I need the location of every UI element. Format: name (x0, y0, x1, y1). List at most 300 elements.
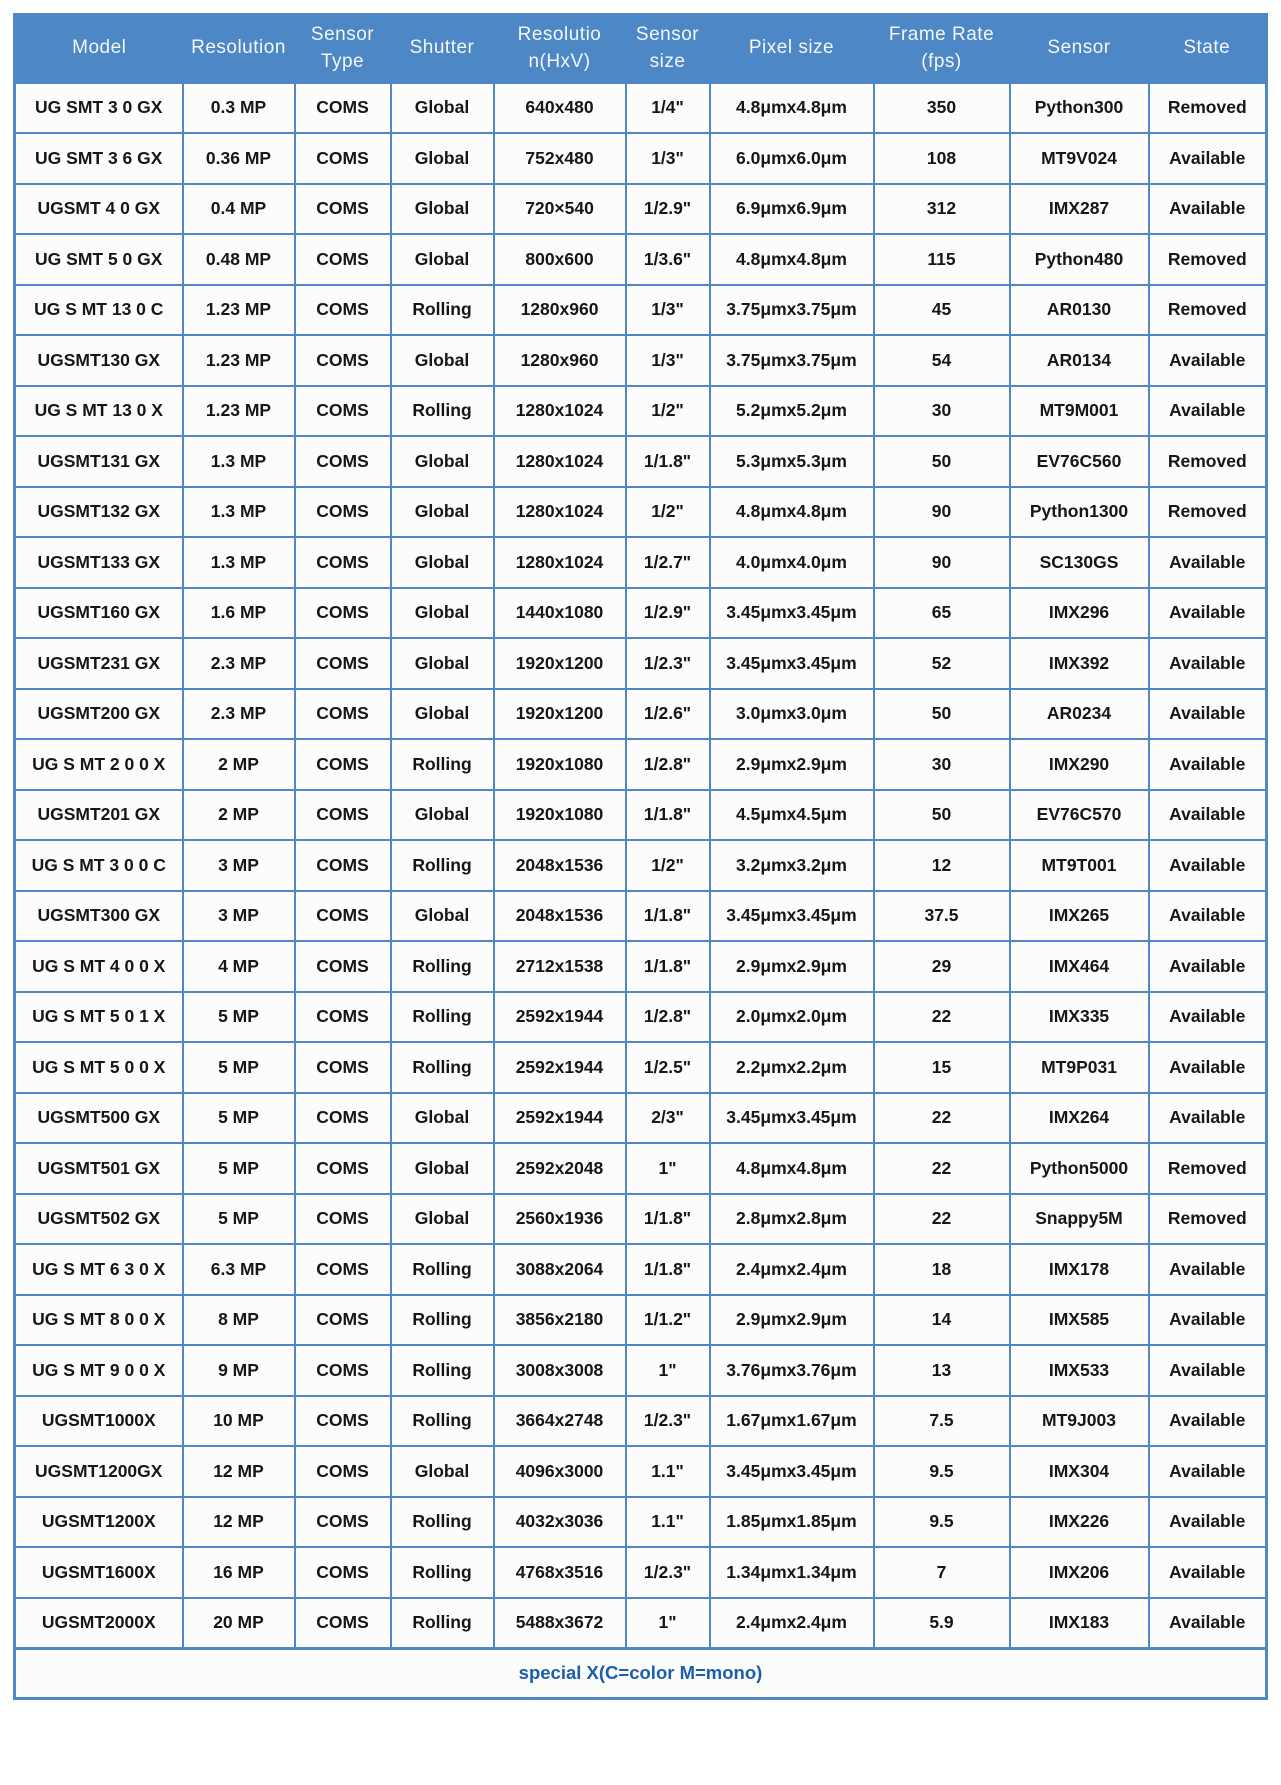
cell-sensor: Python5000 (1010, 1143, 1149, 1194)
cell-state: Available (1149, 739, 1267, 790)
cell-sensor-size: 1/3" (626, 335, 710, 386)
cell-pixel-size: 3.45μmx3.45μm (710, 1093, 874, 1144)
camera-spec-table-container (13, 13, 1268, 1700)
cell-pixel-size: 4.0μmx4.0μm (710, 537, 874, 588)
cell-frame-rate: 350 (874, 83, 1010, 134)
cell-shutter: Global (391, 1143, 494, 1194)
cell-frame-rate: 50 (874, 689, 1010, 740)
cell-sensor: IMX287 (1010, 184, 1149, 235)
cell-sensor-type: COMS (295, 1547, 391, 1598)
cell-sensor-size: 1.1" (626, 1446, 710, 1497)
cell-resolution: 0.36 MP (183, 133, 295, 184)
column-header-state: State (1149, 15, 1267, 83)
cell-resolution: 20 MP (183, 1598, 295, 1649)
table-row (15, 285, 1267, 336)
cell-model: UGSMT201 GX (15, 790, 183, 841)
cell-resolution-hxv: 5488x3672 (494, 1598, 626, 1649)
cell-sensor-type: COMS (295, 184, 391, 235)
cell-pixel-size: 2.8μmx2.8μm (710, 1194, 874, 1245)
column-header-sensor-type: Sensor Type (295, 15, 391, 83)
cell-sensor-size: 1.1" (626, 1497, 710, 1548)
cell-model: UGSMT 4 0 GX (15, 184, 183, 235)
cell-resolution: 1.6 MP (183, 588, 295, 639)
table-row (15, 638, 1267, 689)
table-row (15, 1143, 1267, 1194)
cell-sensor-size: 1/2.5" (626, 1042, 710, 1093)
cell-frame-rate: 14 (874, 1295, 1010, 1346)
cell-state: Available (1149, 1547, 1267, 1598)
cell-resolution-hxv: 1920x1080 (494, 790, 626, 841)
cell-sensor-size: 1" (626, 1143, 710, 1194)
cell-model: UG S MT 5 0 1 X (15, 992, 183, 1043)
cell-pixel-size: 3.76μmx3.76μm (710, 1345, 874, 1396)
cell-sensor: IMX183 (1010, 1598, 1149, 1649)
cell-pixel-size: 6.9μmx6.9μm (710, 184, 874, 235)
cell-shutter: Global (391, 1194, 494, 1245)
cell-sensor-type: COMS (295, 1042, 391, 1093)
cell-sensor-type: COMS (295, 285, 391, 336)
cell-state: Available (1149, 891, 1267, 942)
cell-frame-rate: 22 (874, 1093, 1010, 1144)
cell-state: Removed (1149, 1194, 1267, 1245)
cell-sensor: IMX290 (1010, 739, 1149, 790)
cell-resolution: 1.3 MP (183, 436, 295, 487)
table-row (15, 1194, 1267, 1245)
cell-pixel-size: 6.0μmx6.0μm (710, 133, 874, 184)
cell-model: UGSMT1200X (15, 1497, 183, 1548)
cell-resolution-hxv: 1280x1024 (494, 386, 626, 437)
cell-pixel-size: 3.45μmx3.45μm (710, 638, 874, 689)
cell-sensor: MT9J003 (1010, 1396, 1149, 1447)
cell-frame-rate: 45 (874, 285, 1010, 336)
cell-sensor-size: 1/3" (626, 285, 710, 336)
cell-sensor-type: COMS (295, 1598, 391, 1649)
cell-resolution-hxv: 1280x1024 (494, 487, 626, 538)
cell-pixel-size: 4.8μmx4.8μm (710, 1143, 874, 1194)
cell-sensor-size: 1/2.7" (626, 537, 710, 588)
cell-sensor: IMX464 (1010, 941, 1149, 992)
cell-state: Available (1149, 689, 1267, 740)
cell-pixel-size: 1.85μmx1.85μm (710, 1497, 874, 1548)
cell-sensor-type: COMS (295, 1497, 391, 1548)
cell-sensor: MT9V024 (1010, 133, 1149, 184)
cell-state: Removed (1149, 436, 1267, 487)
cell-resolution: 5 MP (183, 1042, 295, 1093)
cell-shutter: Global (391, 1093, 494, 1144)
cell-sensor-size: 1/2.3" (626, 638, 710, 689)
cell-pixel-size: 4.5μmx4.5μm (710, 790, 874, 841)
cell-sensor-size: 1/2.3" (626, 1396, 710, 1447)
cell-frame-rate: 54 (874, 335, 1010, 386)
cell-state: Removed (1149, 1143, 1267, 1194)
cell-frame-rate: 90 (874, 537, 1010, 588)
cell-model: UG SMT 3 6 GX (15, 133, 183, 184)
cell-state: Removed (1149, 487, 1267, 538)
cell-frame-rate: 65 (874, 588, 1010, 639)
table-row (15, 1345, 1267, 1396)
table-row (15, 1497, 1267, 1548)
cell-pixel-size: 3.75μmx3.75μm (710, 285, 874, 336)
cell-resolution-hxv: 2592x1944 (494, 1042, 626, 1093)
cell-frame-rate: 29 (874, 941, 1010, 992)
cell-model: UG SMT 3 0 GX (15, 83, 183, 134)
cell-model: UG S MT 5 0 0 X (15, 1042, 183, 1093)
cell-sensor-size: 1/1.8" (626, 1194, 710, 1245)
table-footnote: special X(C=color M=mono) (15, 1648, 1267, 1698)
cell-state: Available (1149, 1497, 1267, 1548)
cell-model: UG S MT 13 0 X (15, 386, 183, 437)
cell-sensor-type: COMS (295, 487, 391, 538)
cell-model: UGSMT1600X (15, 1547, 183, 1598)
table-row (15, 537, 1267, 588)
cell-sensor-size: 1/1.8" (626, 1244, 710, 1295)
cell-resolution-hxv: 2560x1936 (494, 1194, 626, 1245)
cell-pixel-size: 5.3μmx5.3μm (710, 436, 874, 487)
cell-model: UGSMT160 GX (15, 588, 183, 639)
cell-resolution-hxv: 1920x1200 (494, 638, 626, 689)
table-row (15, 1547, 1267, 1598)
cell-frame-rate: 50 (874, 790, 1010, 841)
cell-resolution: 0.3 MP (183, 83, 295, 134)
cell-sensor-size: 1/4" (626, 83, 710, 134)
cell-sensor-size: 1/2.6" (626, 689, 710, 740)
cell-pixel-size: 2.4μmx2.4μm (710, 1244, 874, 1295)
cell-sensor-size: 1/1.8" (626, 891, 710, 942)
cell-resolution-hxv: 3856x2180 (494, 1295, 626, 1346)
cell-pixel-size: 5.2μmx5.2μm (710, 386, 874, 437)
cell-model: UGSMT1000X (15, 1396, 183, 1447)
cell-resolution-hxv: 4768x3516 (494, 1547, 626, 1598)
cell-resolution-hxv: 1280x1024 (494, 537, 626, 588)
cell-model: UG S MT 13 0 C (15, 285, 183, 336)
cell-frame-rate: 52 (874, 638, 1010, 689)
cell-pixel-size: 3.2μmx3.2μm (710, 840, 874, 891)
cell-sensor-type: COMS (295, 1143, 391, 1194)
cell-sensor-size: 1/2.9" (626, 184, 710, 235)
cell-sensor-type: COMS (295, 1244, 391, 1295)
cell-shutter: Rolling (391, 1396, 494, 1447)
cell-model: UGSMT2000X (15, 1598, 183, 1649)
cell-shutter: Rolling (391, 1497, 494, 1548)
cell-pixel-size: 2.9μmx2.9μm (710, 941, 874, 992)
cell-model: UG S MT 3 0 0 C (15, 840, 183, 891)
cell-pixel-size: 1.67μmx1.67μm (710, 1396, 874, 1447)
table-row (15, 1396, 1267, 1447)
cell-sensor-type: COMS (295, 739, 391, 790)
cell-sensor: IMX178 (1010, 1244, 1149, 1295)
cell-state: Available (1149, 1345, 1267, 1396)
cell-sensor-type: COMS (295, 891, 391, 942)
cell-shutter: Rolling (391, 1547, 494, 1598)
cell-sensor-type: COMS (295, 436, 391, 487)
cell-sensor: IMX226 (1010, 1497, 1149, 1548)
cell-model: UGSMT133 GX (15, 537, 183, 588)
cell-sensor-type: COMS (295, 133, 391, 184)
cell-sensor: EV76C570 (1010, 790, 1149, 841)
cell-sensor-type: COMS (295, 537, 391, 588)
cell-pixel-size: 2.0μmx2.0μm (710, 992, 874, 1043)
cell-sensor: IMX296 (1010, 588, 1149, 639)
cell-sensor: AR0134 (1010, 335, 1149, 386)
cell-frame-rate: 312 (874, 184, 1010, 235)
cell-sensor: IMX264 (1010, 1093, 1149, 1144)
cell-shutter: Rolling (391, 1244, 494, 1295)
cell-shutter: Rolling (391, 1042, 494, 1093)
cell-shutter: Rolling (391, 1598, 494, 1649)
cell-resolution: 1.23 MP (183, 386, 295, 437)
cell-frame-rate: 5.9 (874, 1598, 1010, 1649)
cell-state: Available (1149, 133, 1267, 184)
cell-sensor-size: 1/2.8" (626, 739, 710, 790)
cell-resolution-hxv: 2592x1944 (494, 1093, 626, 1144)
cell-state: Available (1149, 1295, 1267, 1346)
table-row (15, 184, 1267, 235)
cell-shutter: Global (391, 83, 494, 134)
cell-resolution-hxv: 1920x1080 (494, 739, 626, 790)
cell-sensor: MT9P031 (1010, 1042, 1149, 1093)
cell-resolution: 0.48 MP (183, 234, 295, 285)
cell-sensor: Snappy5M (1010, 1194, 1149, 1245)
table-row (15, 1042, 1267, 1093)
cell-resolution-hxv: 1440x1080 (494, 588, 626, 639)
cell-resolution-hxv: 4032x3036 (494, 1497, 626, 1548)
cell-sensor: IMX335 (1010, 992, 1149, 1043)
cell-resolution-hxv: 2712x1538 (494, 941, 626, 992)
cell-sensor-type: COMS (295, 638, 391, 689)
table-row (15, 689, 1267, 740)
column-header-pixel-size: Pixel size (710, 15, 874, 83)
table-row (15, 1093, 1267, 1144)
cell-resolution: 16 MP (183, 1547, 295, 1598)
table-row (15, 133, 1267, 184)
cell-pixel-size: 2.4μmx2.4μm (710, 1598, 874, 1649)
table-row (15, 1244, 1267, 1295)
cell-model: UG S MT 6 3 0 X (15, 1244, 183, 1295)
table-row (15, 386, 1267, 437)
cell-sensor-type: COMS (295, 1446, 391, 1497)
cell-shutter: Rolling (391, 739, 494, 790)
cell-shutter: Global (391, 184, 494, 235)
cell-sensor: IMX585 (1010, 1295, 1149, 1346)
cell-model: UGSMT132 GX (15, 487, 183, 538)
cell-sensor: IMX304 (1010, 1446, 1149, 1497)
cell-resolution: 2.3 MP (183, 638, 295, 689)
table-header (15, 15, 1267, 83)
cell-sensor-size: 1" (626, 1345, 710, 1396)
cell-frame-rate: 12 (874, 840, 1010, 891)
table-row (15, 588, 1267, 639)
cell-sensor-type: COMS (295, 1295, 391, 1346)
cell-resolution: 1.23 MP (183, 335, 295, 386)
cell-sensor-type: COMS (295, 941, 391, 992)
cell-sensor-type: COMS (295, 335, 391, 386)
cell-resolution-hxv: 1280x960 (494, 335, 626, 386)
cell-shutter: Global (391, 588, 494, 639)
cell-sensor-size: 1" (626, 1598, 710, 1649)
cell-frame-rate: 18 (874, 1244, 1010, 1295)
cell-state: Available (1149, 1598, 1267, 1649)
column-header-model: Model (15, 15, 183, 83)
cell-state: Available (1149, 184, 1267, 235)
cell-shutter: Global (391, 638, 494, 689)
cell-resolution: 5 MP (183, 1194, 295, 1245)
cell-resolution: 8 MP (183, 1295, 295, 1346)
cell-state: Available (1149, 1396, 1267, 1447)
cell-frame-rate: 7 (874, 1547, 1010, 1598)
cell-resolution: 9 MP (183, 1345, 295, 1396)
table-row (15, 891, 1267, 942)
cell-sensor-type: COMS (295, 588, 391, 639)
cell-shutter: Rolling (391, 1295, 494, 1346)
cell-sensor: AR0130 (1010, 285, 1149, 336)
cell-sensor-size: 1/1.8" (626, 436, 710, 487)
cell-resolution-hxv: 2048x1536 (494, 840, 626, 891)
cell-resolution: 4 MP (183, 941, 295, 992)
cell-frame-rate: 22 (874, 992, 1010, 1043)
cell-resolution-hxv: 3008x3008 (494, 1345, 626, 1396)
cell-sensor-type: COMS (295, 386, 391, 437)
table-row (15, 487, 1267, 538)
cell-state: Available (1149, 1093, 1267, 1144)
cell-state: Available (1149, 638, 1267, 689)
cell-state: Removed (1149, 285, 1267, 336)
cell-sensor-size: 1/1.2" (626, 1295, 710, 1346)
cell-model: UGSMT502 GX (15, 1194, 183, 1245)
cell-pixel-size: 4.8μmx4.8μm (710, 487, 874, 538)
cell-sensor-type: COMS (295, 840, 391, 891)
cell-sensor-type: COMS (295, 1345, 391, 1396)
cell-pixel-size: 2.2μmx2.2μm (710, 1042, 874, 1093)
cell-model: UGSMT500 GX (15, 1093, 183, 1144)
cell-pixel-size: 3.0μmx3.0μm (710, 689, 874, 740)
cell-model: UG S MT 8 0 0 X (15, 1295, 183, 1346)
cell-resolution: 0.4 MP (183, 184, 295, 235)
cell-sensor: IMX392 (1010, 638, 1149, 689)
cell-model: UGSMT130 GX (15, 335, 183, 386)
table-row (15, 1446, 1267, 1497)
table-row (15, 83, 1267, 134)
cell-shutter: Rolling (391, 285, 494, 336)
cell-frame-rate: 13 (874, 1345, 1010, 1396)
cell-frame-rate: 22 (874, 1194, 1010, 1245)
cell-sensor-size: 1/2" (626, 487, 710, 538)
cell-sensor-type: COMS (295, 790, 391, 841)
cell-shutter: Global (391, 133, 494, 184)
column-header-frame-rate: Frame Rate (fps) (874, 15, 1010, 83)
cell-frame-rate: 50 (874, 436, 1010, 487)
cell-resolution: 5 MP (183, 1093, 295, 1144)
cell-sensor: IMX206 (1010, 1547, 1149, 1598)
cell-state: Available (1149, 992, 1267, 1043)
cell-shutter: Global (391, 436, 494, 487)
cell-model: UGSMT300 GX (15, 891, 183, 942)
cell-model: UG S MT 4 0 0 X (15, 941, 183, 992)
cell-state: Available (1149, 1446, 1267, 1497)
cell-shutter: Rolling (391, 941, 494, 992)
cell-shutter: Global (391, 790, 494, 841)
column-header-resolution-hxv: Resolutio n(HxV) (494, 15, 626, 83)
cell-model: UGSMT1200GX (15, 1446, 183, 1497)
cell-sensor-type: COMS (295, 992, 391, 1043)
camera-spec-table (13, 13, 1268, 1700)
cell-shutter: Rolling (391, 1345, 494, 1396)
column-header-shutter: Shutter (391, 15, 494, 83)
table-row (15, 234, 1267, 285)
column-header-resolution: Resolution (183, 15, 295, 83)
cell-model: UG S MT 9 0 0 X (15, 1345, 183, 1396)
cell-resolution: 10 MP (183, 1396, 295, 1447)
cell-frame-rate: 115 (874, 234, 1010, 285)
cell-frame-rate: 22 (874, 1143, 1010, 1194)
cell-pixel-size: 4.8μmx4.8μm (710, 83, 874, 134)
cell-resolution: 2.3 MP (183, 689, 295, 740)
table-row (15, 992, 1267, 1043)
cell-frame-rate: 9.5 (874, 1497, 1010, 1548)
cell-state: Available (1149, 941, 1267, 992)
cell-resolution-hxv: 1280x960 (494, 285, 626, 336)
cell-resolution-hxv: 2592x2048 (494, 1143, 626, 1194)
table-row (15, 941, 1267, 992)
cell-shutter: Global (391, 537, 494, 588)
cell-resolution: 1.3 MP (183, 487, 295, 538)
cell-sensor-size: 1/2.8" (626, 992, 710, 1043)
table-row (15, 840, 1267, 891)
cell-resolution: 2 MP (183, 790, 295, 841)
cell-state: Available (1149, 1042, 1267, 1093)
cell-model: UG S MT 2 0 0 X (15, 739, 183, 790)
cell-shutter: Rolling (391, 386, 494, 437)
cell-sensor: Python1300 (1010, 487, 1149, 538)
cell-resolution-hxv: 1920x1200 (494, 689, 626, 740)
cell-resolution: 12 MP (183, 1497, 295, 1548)
cell-sensor-size: 1/1.8" (626, 790, 710, 841)
cell-state: Available (1149, 790, 1267, 841)
cell-sensor: AR0234 (1010, 689, 1149, 740)
cell-pixel-size: 1.34μmx1.34μm (710, 1547, 874, 1598)
cell-sensor-size: 2/3" (626, 1093, 710, 1144)
column-header-sensor: Sensor (1010, 15, 1149, 83)
table-row (15, 739, 1267, 790)
cell-state: Available (1149, 588, 1267, 639)
cell-resolution: 1.23 MP (183, 285, 295, 336)
cell-resolution: 2 MP (183, 739, 295, 790)
cell-resolution: 12 MP (183, 1446, 295, 1497)
cell-pixel-size: 4.8μmx4.8μm (710, 234, 874, 285)
cell-frame-rate: 7.5 (874, 1396, 1010, 1447)
cell-frame-rate: 15 (874, 1042, 1010, 1093)
table-row (15, 1598, 1267, 1649)
cell-resolution-hxv: 3088x2064 (494, 1244, 626, 1295)
cell-frame-rate: 30 (874, 386, 1010, 437)
header-row (15, 15, 1267, 83)
cell-pixel-size: 3.45μmx3.45μm (710, 588, 874, 639)
cell-model: UG SMT 5 0 GX (15, 234, 183, 285)
cell-resolution: 5 MP (183, 992, 295, 1043)
cell-shutter: Global (391, 487, 494, 538)
cell-frame-rate: 30 (874, 739, 1010, 790)
cell-resolution: 5 MP (183, 1143, 295, 1194)
cell-pixel-size: 2.9μmx2.9μm (710, 739, 874, 790)
cell-resolution-hxv: 752x480 (494, 133, 626, 184)
table-body (15, 83, 1267, 1649)
cell-sensor-type: COMS (295, 689, 391, 740)
cell-sensor: Python480 (1010, 234, 1149, 285)
cell-shutter: Rolling (391, 840, 494, 891)
cell-frame-rate: 9.5 (874, 1446, 1010, 1497)
cell-sensor-size: 1/2" (626, 840, 710, 891)
cell-resolution-hxv: 2592x1944 (494, 992, 626, 1043)
table-row (15, 436, 1267, 487)
